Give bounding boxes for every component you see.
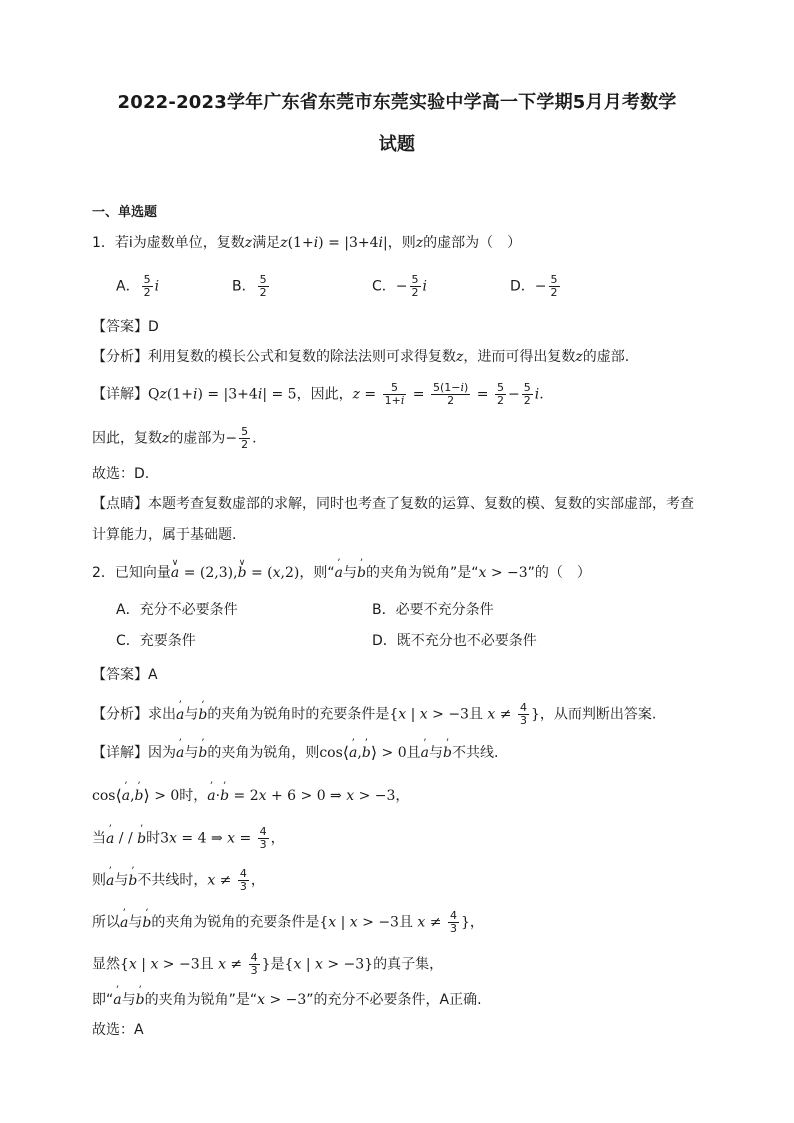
- q1-answer: 【答案】D: [92, 319, 159, 335]
- q2-detail-line3: 当’ a / / ’ b时3x = 4 ⇒ x = $\frac{4}{3}$ ，: [92, 826, 285, 851]
- q2-stem: 2．已知向量∨ a = (2,3),∨ b = (x,2)，则“’ a与’ b的夹角为锐角”是“x > −3”的（ ）: [92, 563, 591, 583]
- q1-choose: 故选：D.: [92, 466, 150, 482]
- q1-analysis: 【分析】利用复数的模长公式和复数的除法法则可求得复数z，进而可得出复数z的虚部.: [92, 349, 630, 365]
- q2-analysis: 【分析】求出’ a与’ b的夹角为锐角时的充要条件是{x | x > −3且 x ≠ $\frac{4}{3}$ }，从而判断出答案.: [92, 702, 656, 727]
- q1-option-b: B． $\frac{5}{2}$: [232, 273, 267, 299]
- q2-option-a: A．充分不必要条件: [116, 602, 238, 618]
- section-heading: 一、单选题: [92, 205, 158, 220]
- q1-comment-line2: 计算能力，属于基础题.: [92, 527, 237, 543]
- q2-answer: 【答案】A: [92, 667, 158, 683]
- q1-option-c: C．− $\frac{5}{2}$ i: [372, 273, 427, 299]
- q2-option-b: B．必要不充分条件: [372, 602, 494, 618]
- q1-conclusion: 因此，复数z的虚部为− $\frac{5}{2}$ .: [92, 425, 257, 451]
- q1-stem: 1．若i为虚数单位，复数z满足z(1+i) = |3+4i|，则z的虚部为（ ）: [92, 235, 522, 251]
- q2-option-d: D．既不充分也不必要条件: [372, 633, 537, 649]
- q1-option-a: A． $\frac{5}{2}$ i: [116, 273, 160, 299]
- q2-option-c: C．充要条件: [116, 633, 196, 649]
- doc-title-line1: 2022-2023学年广东省东莞市东莞实验中学高一下学期5月月考数学: [117, 92, 677, 113]
- q1-option-d: D．− $\frac{5}{2}$: [510, 273, 558, 299]
- doc-title-line2: 试题: [378, 134, 416, 155]
- q2-choose: 故选：A: [92, 1022, 144, 1038]
- q2-detail-line1: 【详解】因为’ a与’ b的夹角为锐角，则cos⟨’ a,’ b⟩ > 0且’ a与’ b不共线.: [92, 743, 498, 763]
- q2-detail-line4: 则’ a与’ b不共线时，x ≠ $\frac{4}{3}$ ，: [92, 868, 265, 893]
- q2-detail-line5: 所以’ a与’ b的夹角为锐角的充要条件是{x | x > −3且 x ≠ $\frac{4}{3}$ }，: [92, 910, 484, 935]
- q2-detail-line6: 显然{x | x > −3且 x ≠ $\frac{4}{3}$ }是{x | x > −3}的真子集，: [92, 951, 444, 977]
- q2-detail-line7: 即“’ a与’ b的夹角为锐角”是“x > −3”的充分不必要条件，A正确.: [92, 990, 482, 1010]
- q1-comment-line1: 【点睛】本题考查复数虚部的求解，同时也考查了复数的运算、复数的模、复数的实部虚部，考查: [92, 496, 694, 512]
- q2-detail-line2: cos⟨’ a,’ b⟩ > 0时，’ a·’ b = 2x + 6 > 0 ⇒ x > −3，: [92, 786, 409, 806]
- q1-detail: 【详解】Qz(1+i) = |3+4i| = 5，因此，z = $\frac{5}{1+i}$ = $\frac{5(1-i)}{2}$ = $\frac{5}{2}$ − $\frac{5}{2}$ i.: [92, 381, 544, 407]
